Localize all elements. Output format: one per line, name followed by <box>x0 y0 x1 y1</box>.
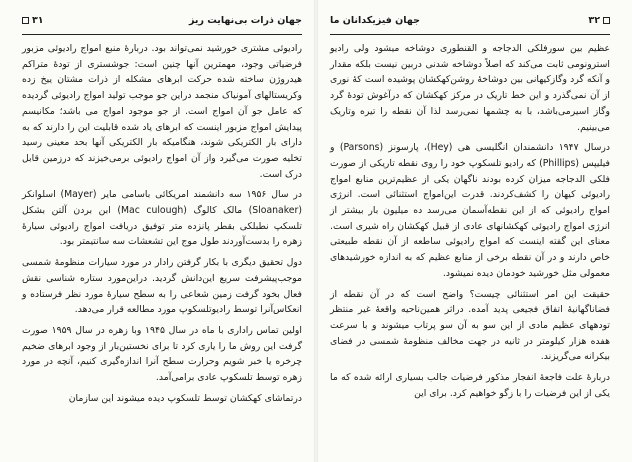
paragraph: حقیقت این امر استثنائی چیست؟ واضح است که در آن نقطه از فضاناگهانیهٔ اتفاق فجیعی پدید آمده. دراثر همین‌ناحیه واقعهٔ غیر منتظر تودههای عظیم مادی از این سو به آن سو پرتاب میشوند و با سرعت هفده هزار کیلومتر در ثانیه در جهت مخالف منظومهٔ شمسی در فضای بیکرانه می‌گریزند. <box>330 288 610 363</box>
paragraph: درتماشای کهکشان توسط تلسکوپ دیده میشوند این سازمان <box>68 392 302 404</box>
right-page-title: جهان فیزیکدانان ما <box>330 14 420 26</box>
right-page <box>316 0 632 462</box>
paragraph: در سال ۱۹۵۶ سه دانشمند امریکائی باسامی مایر (Mayer) اسلوانکر (Sloanaker) مالک کالوگ (Mac culough) ابن بردن آلتن بشکل تلسکپ نطبلکی بقطر پانزده متر توفیق دریافت امواج رادیوئی سیارهٔ زهره را بدست‌آوردند طول موج این تشعشات سه سانتیمتر بود. <box>22 189 302 248</box>
left-page-number-group <box>22 15 44 26</box>
right-page-body <box>330 41 610 401</box>
left-page-header <box>22 6 302 35</box>
paragraph: دربارهٔ علت فاجعهٔ انفجار مذکور فرضیات جالب بسیاری ارائه شده که ما یکی از این فرضیات را با زگو خواهیم کرد. برای این <box>330 372 610 399</box>
right-page-number: ۳۲ <box>588 14 600 26</box>
left-page-body <box>22 41 302 406</box>
right-page-header <box>330 6 610 35</box>
paragraph: عظیم بین سورفلکی الدجاجه و القنطوری دوشاخه میشود ولی رادیو استرونومی ثابت می‌کند که اصلاً دوشاخه شدنی دربین نیست بلکه مقدار و آنکه گرد وگازکیهانی بین دوشاخهٔ روشن‌کهکشان پوشیده است کهٔ نوری از آن نمی‌گذرد و این خط تاریک در مرکز کهکشان که درآغوش تودهٔ گرد وگاز اسیرمی‌باشد، با به چشمها نمی‌رسد لذا آن نقطه را تیره وتاریک می‌بینیم. <box>330 43 610 133</box>
paragraph: درسال ۱۹۴۷ دانشمندان انگلیسی هی (Hey)، پارسونز (Parsons) و فیلیپس (Phillips) که رادیو تلسکوپ خود را روی نقطه تاریکی از صورت فلکی الدجاجه میزان کرده بودند ناگهان یکی از عظیم‌ترین منابع امواج رادیوئی کیهان را کشف‌کردند. قدرت این‌امواج استثنائی است. انرژی امواج رادیوئی که از این نقطه‌آسمان می‌رسد ده میلیون بار بیشتر از انرژی امواج رادیوئی کهکشانهای عادی از قبیل کهکشان راه شیری است. معنای این گفته اینست که امواج رادیوئی ساطعه از آن نقطه طبیعتی خاص دارند و در آن نقطه برخی از منابع عظیم که به اندازه خورشیدهای معمولی مثل خورشید خودمان دیده نمیشود. <box>330 142 611 279</box>
right-page-number-group <box>588 15 610 26</box>
paragraph: اولین تماس راداری با ماه در سال ۱۹۴۵ وبا زهره در سال ۱۹۵۹ صورت گرفت این روش ما را یاری کرد تا برای نخستین‌بار از وجود ابرهای ضخیم چرخره یا خبر شویم وحرارت سطح آنرا اندازه‌گیری کنیم، آنچه در مورد زهره توسط تلسکوپ عادی برامی‌آمد. <box>22 324 302 384</box>
square-icon <box>22 17 29 24</box>
paragraph: دول تحقیق دیگری با بکار گرفتن رادار در مورد سیارات منظومهٔ شمسی موجب‌پیشرفت سریع این‌دانش گردید. دراین‌مورد ستاره شناسی نقش فعال بخود گرفت زمین شعاعی را به سطح سیارهٔ مورد نظر فرستاده و انعکاس‌آنرا توسط رادیوتلسکوپ مورد مطالعه قرار می‌دهد. <box>22 257 302 316</box>
square-icon <box>603 17 610 24</box>
left-page-title: جهان ذرات بی‌نهایت ریز <box>188 14 302 26</box>
left-page-number: ۳۱ <box>32 14 44 26</box>
paragraph: رادیوئی مشتری خورشید نمی‌تواند بود. دربارهٔ منبع امواج رادیوئی مزبور فرضیاتی وجود، مهمترین آنها چنین است: جوشستری از تودهٔ متراکم هیدروژن ساخته شده حرکت ابرهای مشکله از ذرات مشتان ییخ زده وکریستالهای آمونیاک منجمد دراین جو موجب تولید امواج رادیوئی گردیده که عامل جو آن امواج است. از جو موجود امواج می باشد؛ مکانیسم پیدایش امواج مزبور اینست که ابرهای یاد شده قابلیت این را دارند که به دارای بار الکتریکی شوند، هنگامیکه بار الکتریکی آنها بحد معینی رسید تخلیه صورت می‌گیرد واز آن امواج رادیوئی برمی‌خیزند که درزمین قابل درک است. <box>22 43 302 180</box>
